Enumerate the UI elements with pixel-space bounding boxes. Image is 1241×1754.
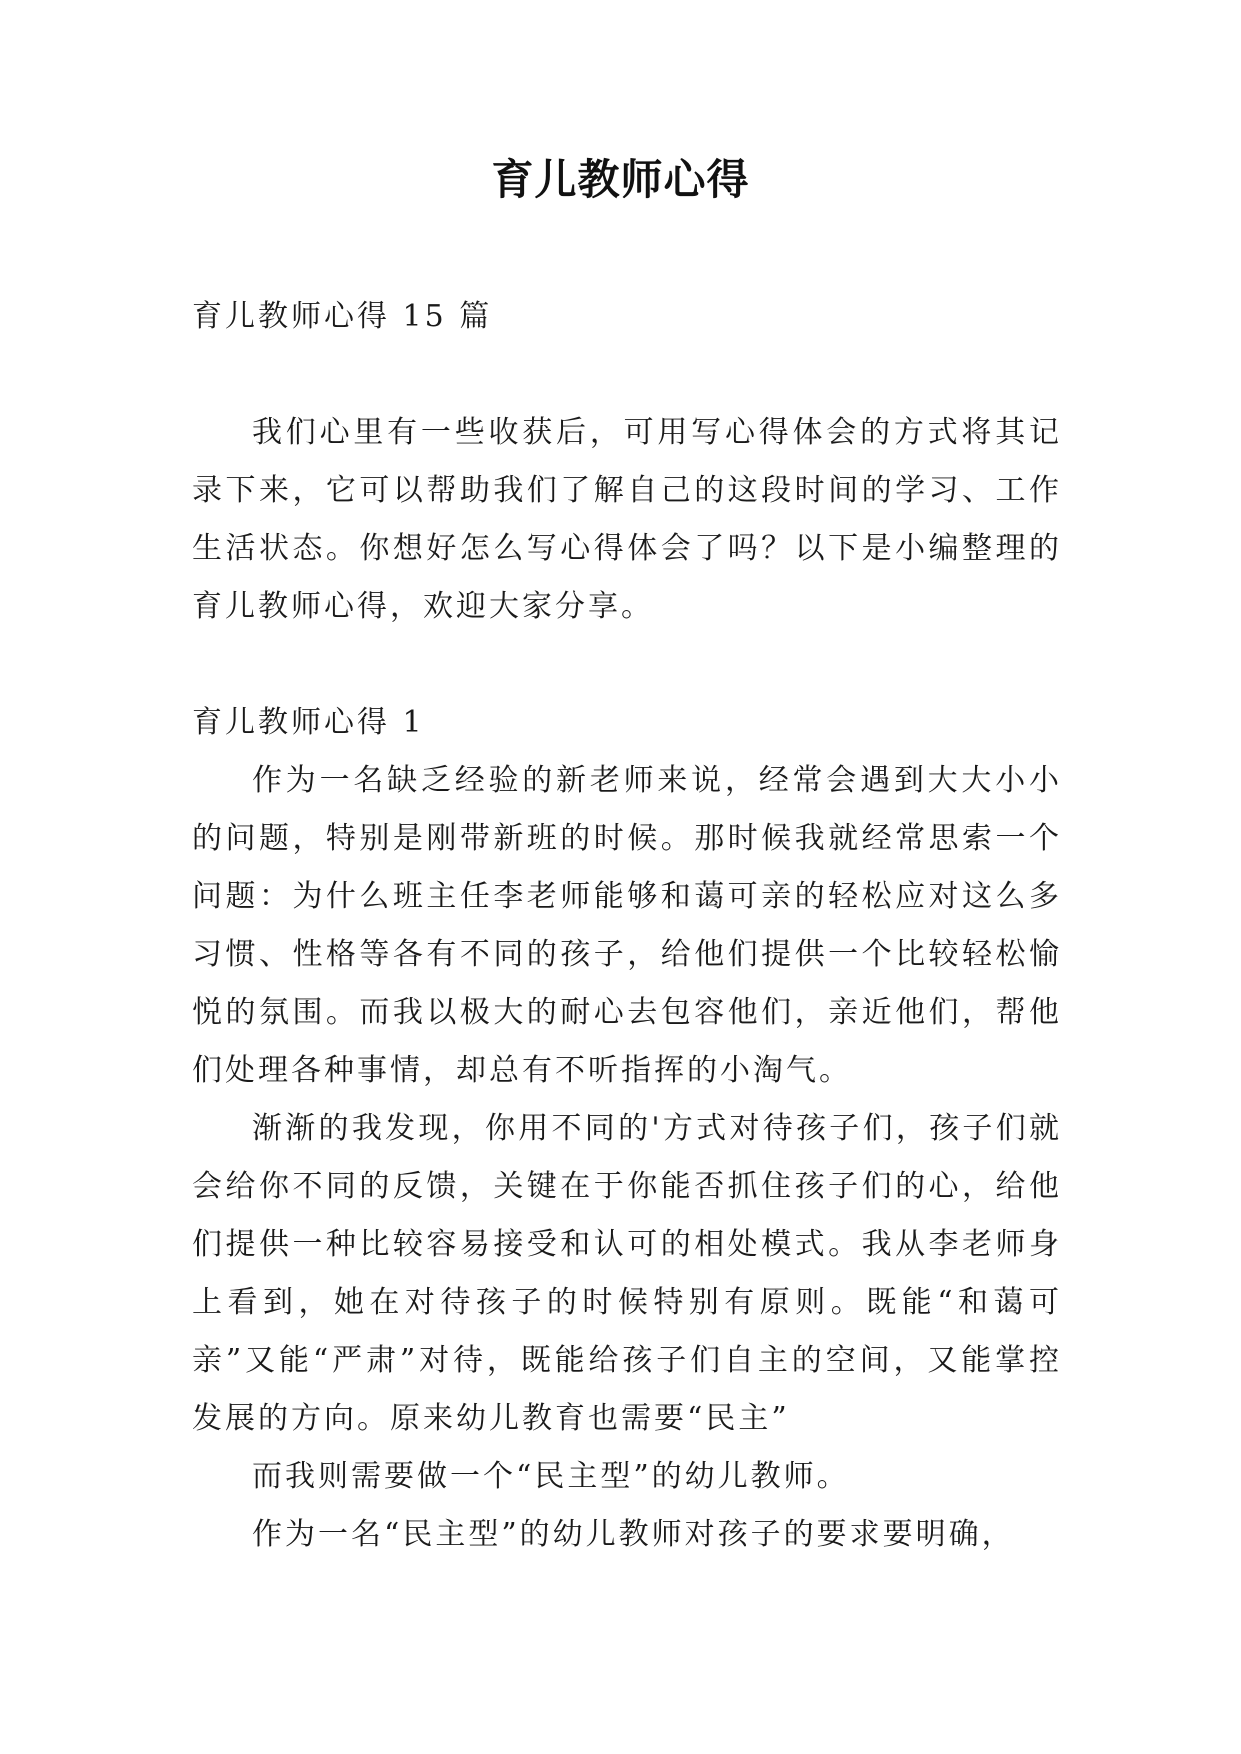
document-title: 育儿教师心得 <box>491 155 750 204</box>
section-heading: 育儿教师心得 1 <box>192 705 425 740</box>
document-body <box>192 288 1062 1564</box>
body-paragraph: 渐渐的我发现，你用不同的'方式对待孩子们，孩子们就会给你不同的反馈，关键在于你能否抓住孩子们的心，给他们提供一种比较容易接受和认可的相处模式。我从李老师身上看到，她在对待孩子的时候特别有原则。既能“和蔼可亲”又能“严肃”对待，既能给孩子们自主的空间，又能掌控发展的方向。原来幼儿教育也需要“民主” <box>192 1111 1062 1436</box>
body-paragraph: 作为一名缺乏经验的新老师来说，经常会遇到大大小小的问题，特别是刚带新班的时候。那时候我就经常思索一个问题：为什么班主任李老师能够和蔼可亲的轻松应对这么多习惯、性格等各有不同的孩子，给他们提供一个比较轻松愉悦的氛围。而我以极大的耐心去包容他们，亲近他们，帮他们处理各种事情，却总有不听指挥的小淘气。 <box>192 763 1062 1088</box>
intro-paragraph: 我们心里有一些收获后，可用写心得体会的方式将其记录下来，它可以帮助我们了解自己的这段时间的学习、工作生活状态。你想好怎么写心得体会了吗？以下是小编整理的育儿教师心得，欢迎大家分享。 <box>192 415 1062 624</box>
body-paragraph: 而我则需要做一个“民主型”的幼儿教师。 <box>252 1459 850 1494</box>
body-paragraph: 作为一名“民主型”的幼儿教师对孩子的要求要明确， <box>252 1517 1015 1552</box>
document-subtitle: 育儿教师心得 15 篇 <box>192 299 493 334</box>
